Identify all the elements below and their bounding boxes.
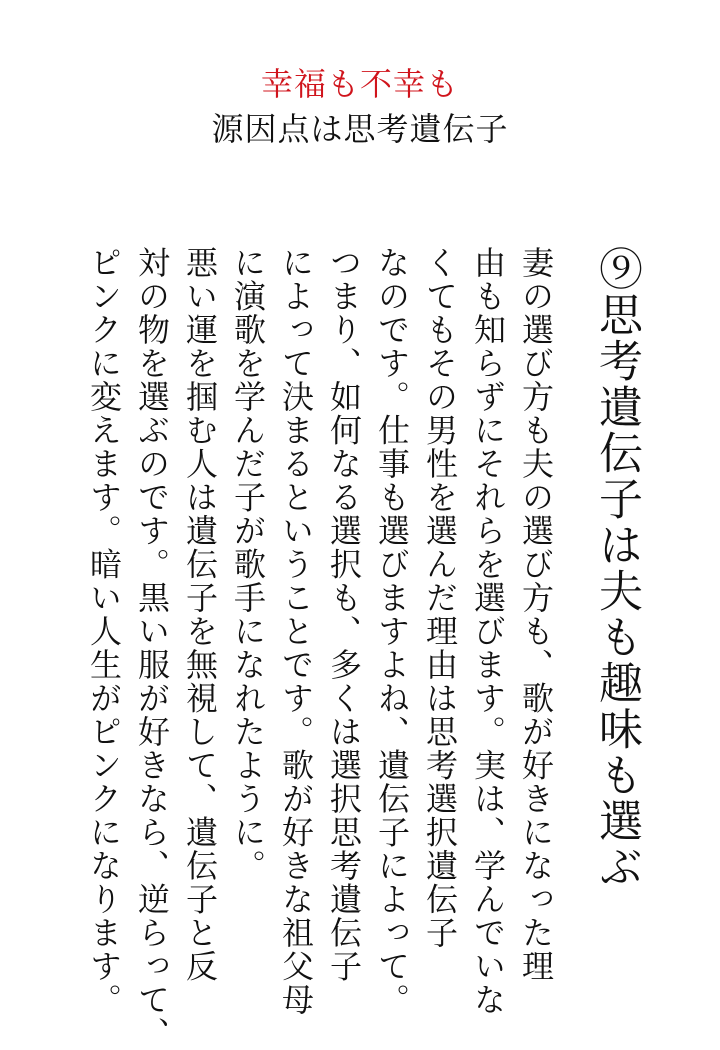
body-line-10: ピンクに変えます。暗い人生がピンクになります。: [85, 246, 123, 1017]
page-header: [0, 62, 720, 152]
body-line-1: 妻の選び方も夫の選び方も、歌が好きになった理: [517, 246, 555, 983]
body-line-4: なのです。仕事も選びますよね、遺伝子によって。: [373, 246, 411, 1017]
body-line-2: 由も知らずにそれらを選びます。実は、学んでいな: [469, 246, 507, 1017]
body-line-3: くてもその男性を選んだ理由は思考選択遺伝子: [421, 246, 459, 950]
body-line-8: 悪い運を掴む人は遺伝子を無視して、遺伝子と反: [181, 246, 219, 983]
page-subtitle: 幸福も不幸も: [260, 65, 459, 103]
body-line-6: によって決まるということです。歌が好きな祖父母: [277, 246, 315, 1017]
body-line-9: 対の物を選ぶのです。黒い服が好きなら、逆らって、: [133, 246, 171, 1050]
article-body: [80, 246, 644, 1050]
page-title: 源因点は思考遺伝子: [211, 110, 509, 148]
section-heading: ⑨思考遺伝子は夫も趣味も選ぶ: [591, 246, 642, 890]
body-line-5: つまり、如何なる選択も、多くは選択思考遺伝子: [325, 246, 363, 983]
body-line-7: に演歌を学んだ子が歌手になれたように。: [229, 246, 267, 883]
